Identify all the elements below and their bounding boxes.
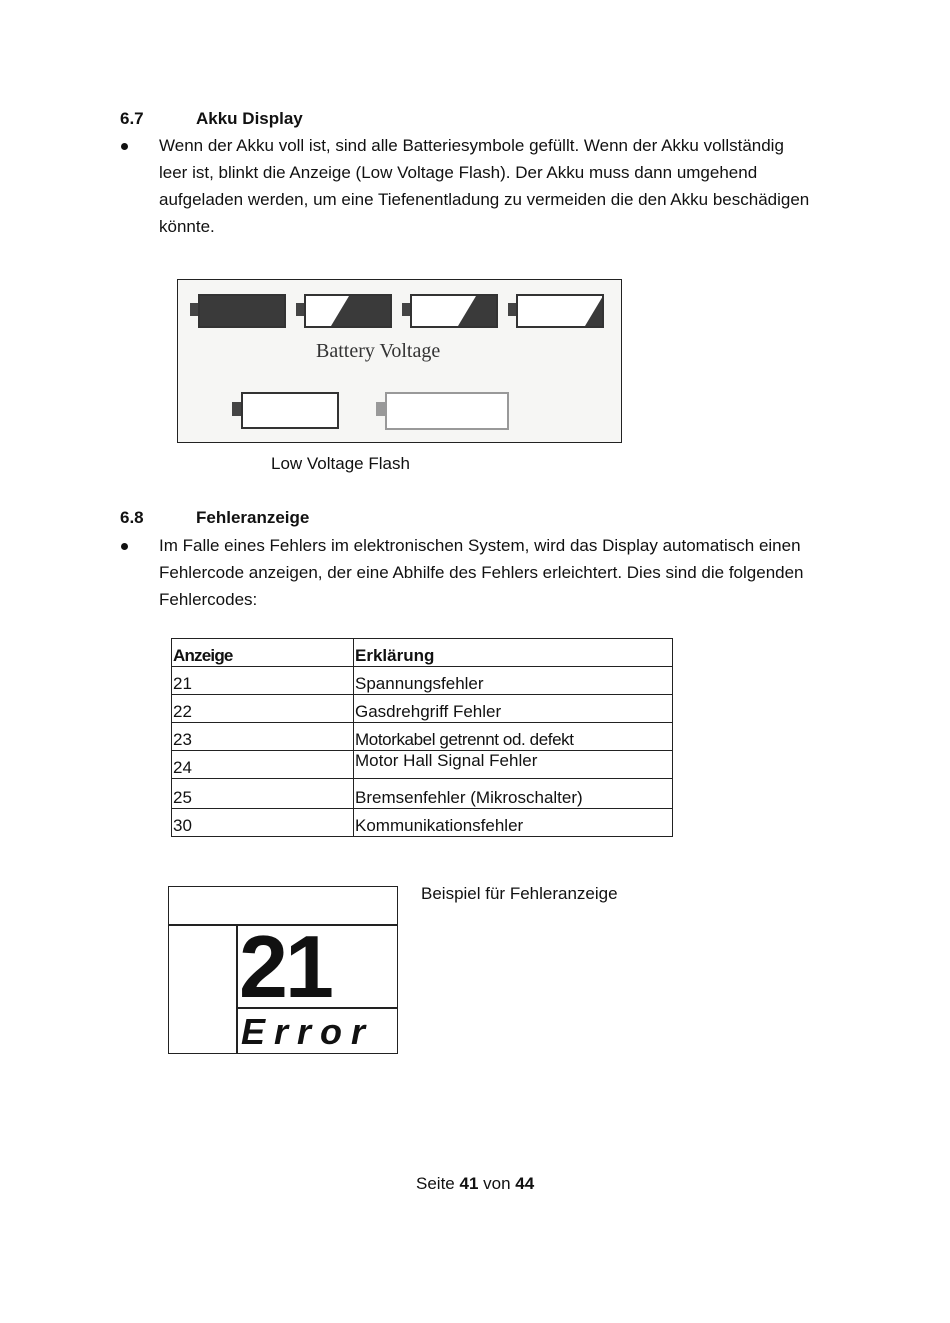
empty-battery-icon: [241, 392, 339, 429]
error-code-cell: 21: [172, 667, 354, 695]
battery-level-icon: [198, 294, 286, 328]
column-header-anzeige: Anzeige: [172, 639, 354, 667]
error-code-cell: 24: [172, 751, 354, 779]
error-code-cell: 25: [172, 779, 354, 809]
battery-level-icon: [516, 294, 604, 328]
footer-prefix: Seite: [416, 1174, 455, 1193]
paragraph-line: leer ist, blinkt die Anzeige (Low Voltage Flash). Der Akku muss dann umgehend: [159, 163, 758, 182]
table-header-row: [172, 639, 673, 667]
error-word: Error: [241, 1011, 375, 1052]
error-code-table: [171, 638, 673, 837]
error-description-cell: Motor Hall Signal Fehler: [354, 751, 673, 779]
display-divider: [236, 924, 238, 1053]
low-voltage-caption: Low Voltage Flash: [271, 454, 410, 473]
table-row: [172, 779, 673, 809]
table-row: [172, 751, 673, 779]
error-display-caption: Beispiel für Fehleranzeige: [421, 884, 618, 903]
error-description-cell: Kommunikationsfehler: [354, 809, 673, 837]
section-heading-akku: [120, 109, 520, 131]
section-title: Fehleranzeige: [196, 508, 310, 527]
battery-terminal: [296, 303, 304, 316]
paragraph-line: könnte.: [159, 217, 215, 236]
error-description-cell: Gasdrehgriff Fehler: [354, 695, 673, 723]
table-row: [172, 809, 673, 837]
fehler-paragraph: [159, 532, 859, 613]
paragraph-line: Fehlercode anzeigen, der eine Abhilfe des Fehlers erleichtert. Dies sind die folgenden: [159, 563, 804, 582]
footer-middle: von: [483, 1174, 511, 1193]
column-header-erklaerung: Erklärung: [354, 639, 673, 667]
bullet-icon: [121, 543, 128, 550]
page-footer: [416, 1174, 534, 1194]
battery-level-icon: [304, 294, 392, 328]
flashing-battery-icon: [385, 392, 509, 430]
error-code-cell: 30: [172, 809, 354, 837]
table-row: [172, 695, 673, 723]
section-heading-fehler: [120, 508, 520, 530]
battery-figure: [177, 279, 622, 443]
current-page-number: 41: [459, 1174, 479, 1193]
battery-terminal: [232, 402, 241, 416]
paragraph-line: Wenn der Akku voll ist, sind alle Batteriesymbole gefüllt. Wenn der Akku vollständig: [159, 136, 784, 155]
error-code-cell: 23: [172, 723, 354, 751]
section-number: 6.8: [120, 508, 144, 527]
battery-terminal: [376, 402, 385, 416]
error-code-number: 21: [239, 917, 331, 1016]
battery-terminal: [402, 303, 410, 316]
paragraph-line: Fehlercodes:: [159, 590, 258, 609]
table-row: [172, 667, 673, 695]
error-description-cell: Spannungsfehler: [354, 667, 673, 695]
akku-paragraph: [159, 132, 859, 240]
battery-terminal: [190, 303, 198, 316]
battery-terminal: [508, 303, 516, 316]
section-title: Akku Display: [196, 109, 303, 128]
paragraph-line: aufgeladen werden, um eine Tiefenentladung zu vermeiden die den Akku beschädigen: [159, 190, 810, 209]
error-description-cell: Motorkabel getrennt od. defekt: [354, 723, 673, 751]
table-row: [172, 723, 673, 751]
error-code-cell: 22: [172, 695, 354, 723]
paragraph-line: Im Falle eines Fehlers im elektronischen System, wird das Display automatisch einen: [159, 536, 801, 555]
battery-voltage-label: Battery Voltage: [316, 340, 441, 362]
error-description-cell: Bremsenfehler (Mikroschalter): [354, 779, 673, 809]
battery-level-icon: [410, 294, 498, 328]
total-page-number: 44: [515, 1174, 535, 1193]
section-number: 6.7: [120, 109, 144, 128]
error-display-example: [168, 886, 398, 1054]
bullet-icon: [121, 143, 128, 150]
